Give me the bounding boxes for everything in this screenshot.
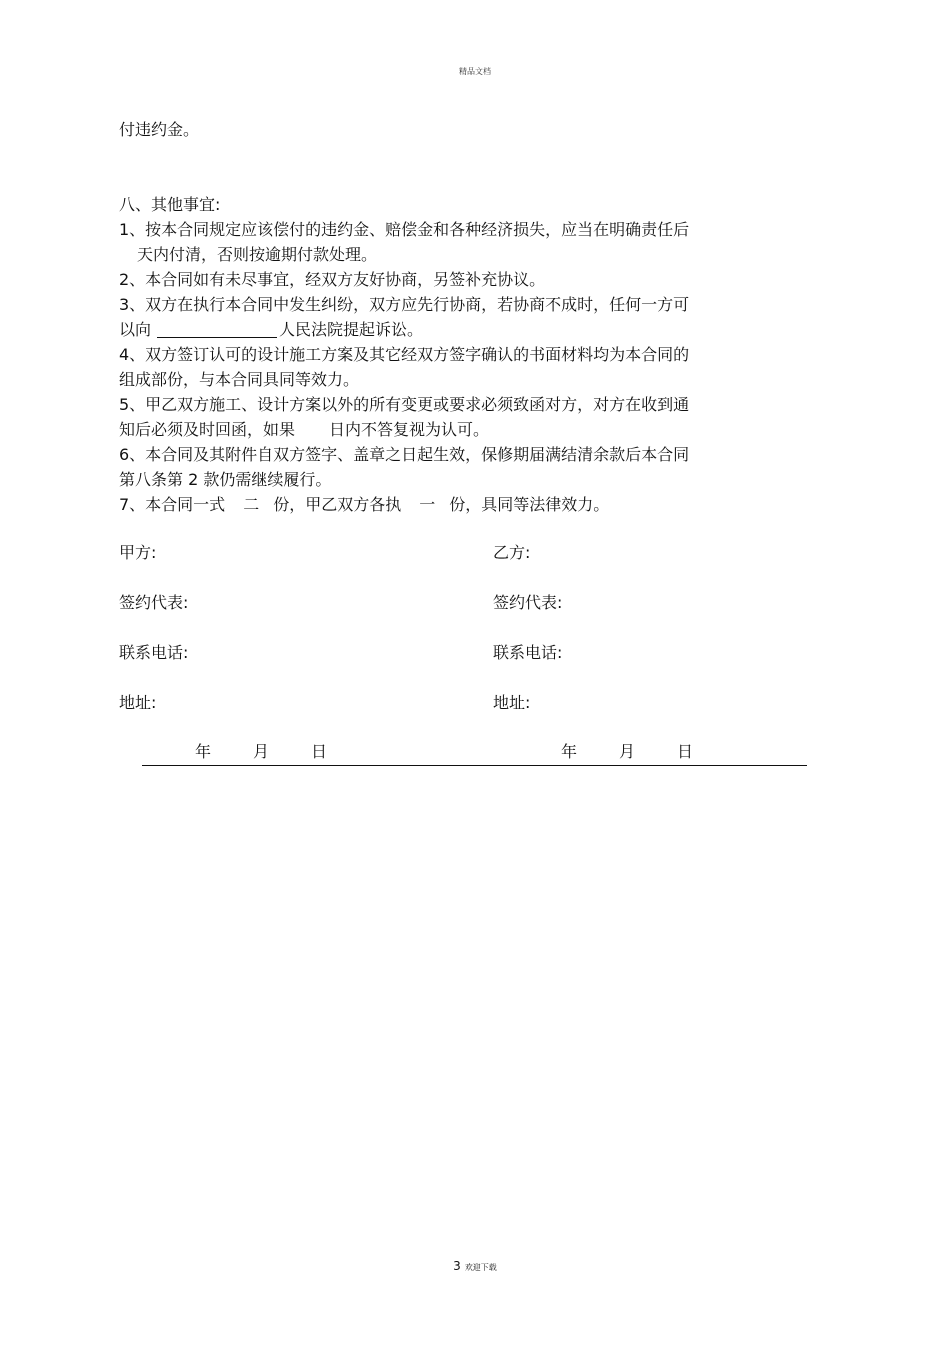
phone-b-label: 联系电话: bbox=[493, 643, 563, 662]
clause-6-line-1: 6、本合同及其附件自双方签字、盖章之日起生效，保修期届满结清余款后本合同 bbox=[119, 445, 690, 464]
date-b-month: 月 bbox=[619, 742, 636, 761]
clause-4-line-2: 组成部份，与本合同具同等效力。 bbox=[119, 370, 360, 389]
clause-5-prefix: 知后必须及时回函，如果 bbox=[119, 420, 296, 439]
date-a-year: 年 bbox=[195, 742, 212, 761]
clause-1-line-1: 1、按本合同规定应该偿付的违约金、赔偿金和各种经济损失，应当在明确责任后 bbox=[119, 220, 690, 239]
clause-7-part-e: 份，具同等法律效力。 bbox=[449, 495, 610, 514]
date-a-day: 日 bbox=[311, 742, 328, 761]
copies-each: 一 bbox=[419, 495, 436, 514]
party-b-label: 乙方: bbox=[493, 543, 531, 562]
copies-total: 二 bbox=[243, 495, 260, 514]
date-a-month: 月 bbox=[253, 742, 270, 761]
clause-7-part-c: 份，甲乙双方各执 bbox=[273, 495, 402, 514]
address-a-label: 地址: bbox=[119, 693, 157, 712]
page-number: 3 bbox=[453, 1259, 461, 1273]
date-b bbox=[561, 742, 693, 762]
clause-5-line-2 bbox=[119, 417, 779, 442]
rep-b-label: 签约代表: bbox=[493, 593, 563, 612]
clause-5-suffix: 日内不答复视为认可。 bbox=[329, 420, 490, 439]
phone-a-label: 联系电话: bbox=[119, 643, 189, 662]
clause-3-prefix: 以向 bbox=[119, 320, 152, 339]
carryover-text: 付违约金。 bbox=[119, 120, 200, 139]
clause-7 bbox=[119, 492, 779, 517]
date-a bbox=[195, 742, 327, 762]
court-name-blank bbox=[157, 321, 277, 338]
clause-2: 2、本合同如有未尽事宜，经双方友好协商，另签补充协议。 bbox=[119, 270, 546, 289]
clause-3-line-2 bbox=[119, 317, 779, 342]
date-b-day: 日 bbox=[677, 742, 694, 761]
clause-6-line-2: 第八条第 2 款仍需继续履行。 bbox=[119, 470, 332, 489]
rep-a-label: 签约代表: bbox=[119, 593, 189, 612]
clause-3-suffix: 人民法院提起诉讼。 bbox=[279, 320, 424, 339]
clause-1-line-2: 天内付清，否则按逾期付款处理。 bbox=[137, 245, 378, 264]
clause-5-line-1: 5、甲乙双方施工、设计方案以外的所有变更或要求必须致函对方，对方在收到通 bbox=[119, 395, 690, 414]
party-a-label: 甲方: bbox=[119, 543, 157, 562]
clause-4-line-1: 4、双方签订认可的设计施工方案及其它经双方签字确认的书面材料均为本合同的 bbox=[119, 345, 690, 364]
header-note: 精品文档 bbox=[459, 67, 491, 76]
clause-3-line-1: 3、双方在执行本合同中发生纠纷，双方应先行协商，若协商不成时，任何一方可 bbox=[119, 295, 690, 314]
signature-rule bbox=[142, 765, 807, 766]
date-b-year: 年 bbox=[561, 742, 578, 761]
clause-7-part-a: 7、本合同一式 bbox=[119, 495, 226, 514]
address-b-label: 地址: bbox=[493, 693, 531, 712]
section-heading: 八、其他事宜: bbox=[119, 195, 221, 214]
footer-note: 欢迎下载 bbox=[464, 1263, 497, 1272]
page-footer bbox=[0, 1259, 950, 1273]
